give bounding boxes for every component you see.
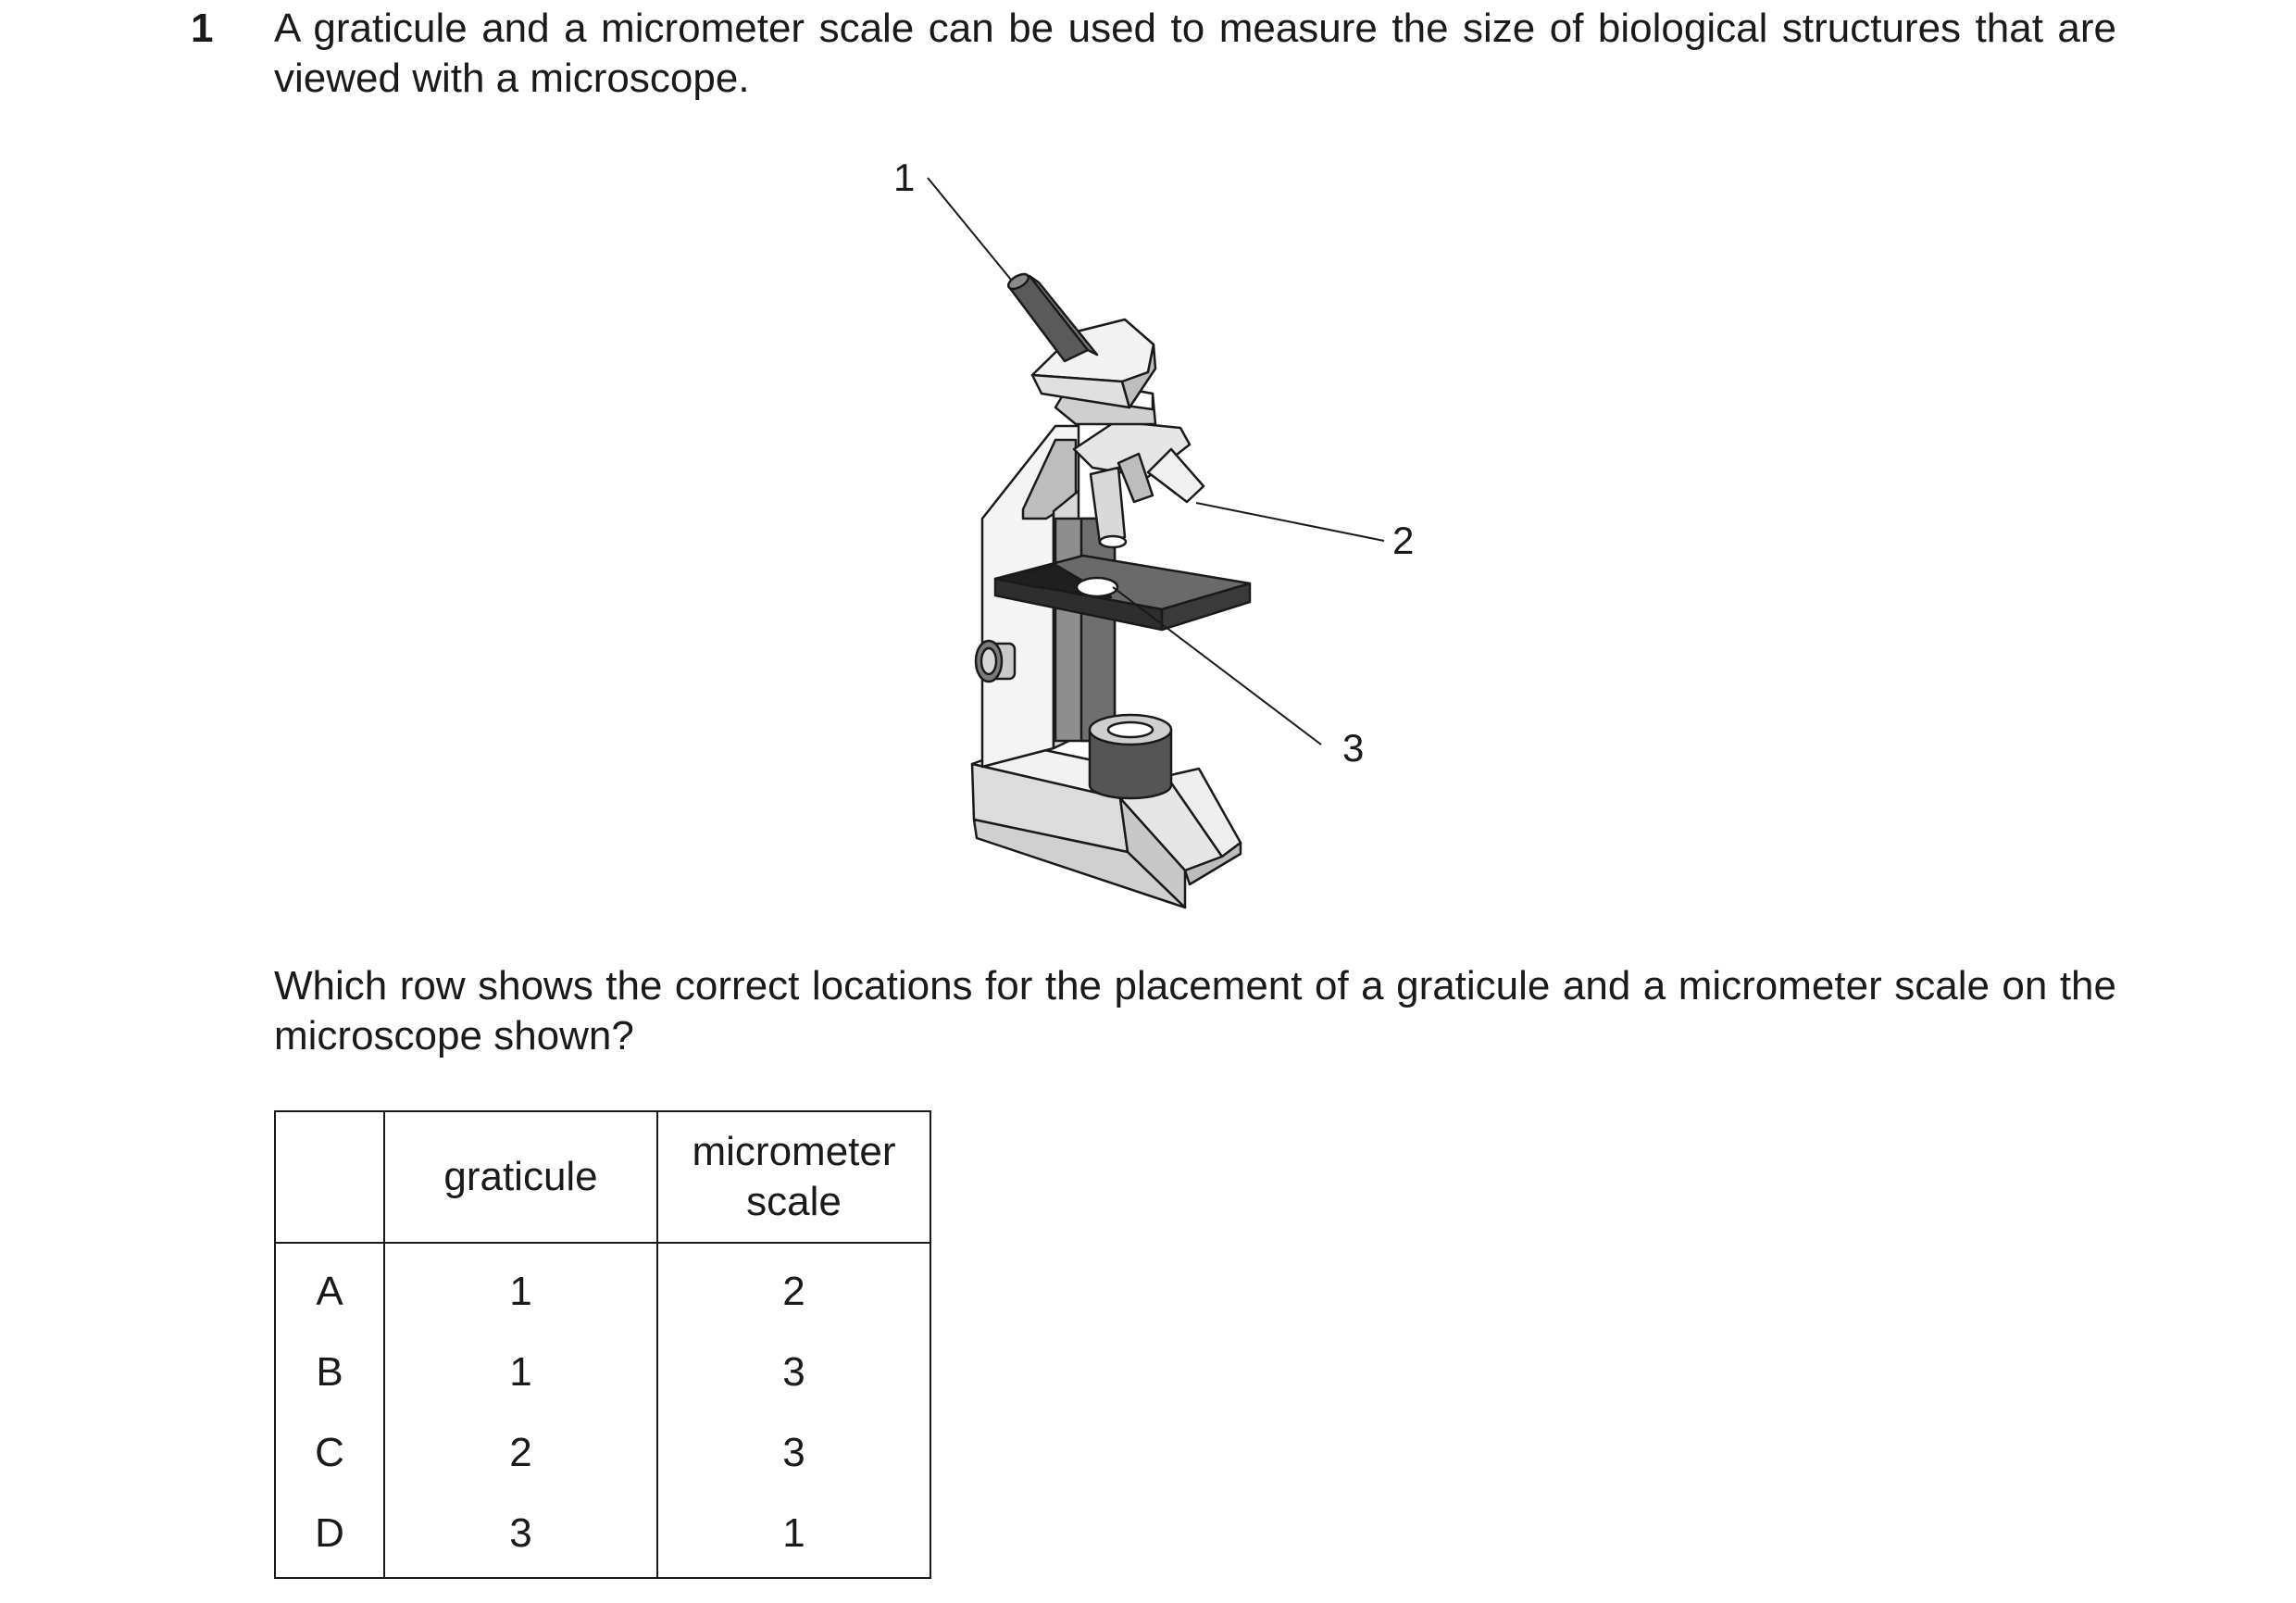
row-letter: B: [275, 1332, 384, 1412]
label-3: 3: [1342, 726, 1365, 770]
row-micrometer: 3: [657, 1412, 930, 1493]
row-graticule: 3: [384, 1493, 657, 1578]
row-letter: D: [275, 1493, 384, 1578]
table-row[interactable]: [275, 1332, 930, 1412]
table-row[interactable]: [275, 1243, 930, 1332]
row-letter: A: [275, 1243, 384, 1332]
row-graticule: 1: [384, 1243, 657, 1332]
row-micrometer: 3: [657, 1332, 930, 1412]
focus-knob: [976, 641, 1015, 682]
table-row[interactable]: [275, 1412, 930, 1493]
header-micrometer: [657, 1111, 930, 1243]
label-2: 2: [1392, 519, 1415, 562]
row-graticule: 2: [384, 1412, 657, 1493]
header-blank: [275, 1111, 384, 1243]
answer-table: [274, 1110, 931, 1579]
label-1: 1: [893, 156, 916, 199]
row-letter: C: [275, 1412, 384, 1493]
lamp-housing: [1090, 715, 1171, 798]
row-micrometer: 1: [657, 1493, 930, 1578]
question-number: 1: [191, 6, 214, 51]
row-graticule: 1: [384, 1332, 657, 1412]
table-header-row: [275, 1111, 930, 1243]
header-graticule: graticule: [384, 1111, 657, 1243]
table-row[interactable]: [275, 1493, 930, 1578]
question-prompt: Which row shows the correct locations for the placement of a graticule and a micrometer scale on the microscope shown?: [274, 963, 2116, 1058]
row-micrometer: 2: [657, 1243, 930, 1332]
question-intro: A graticule and a micrometer scale can be used to measure the size of biological structures that are viewed with a microscope.: [274, 6, 2116, 101]
microscope-diagram: [870, 130, 1444, 917]
eyepiece: [1006, 271, 1097, 361]
header-micrometer-label: micrometer scale: [692, 1129, 896, 1224]
